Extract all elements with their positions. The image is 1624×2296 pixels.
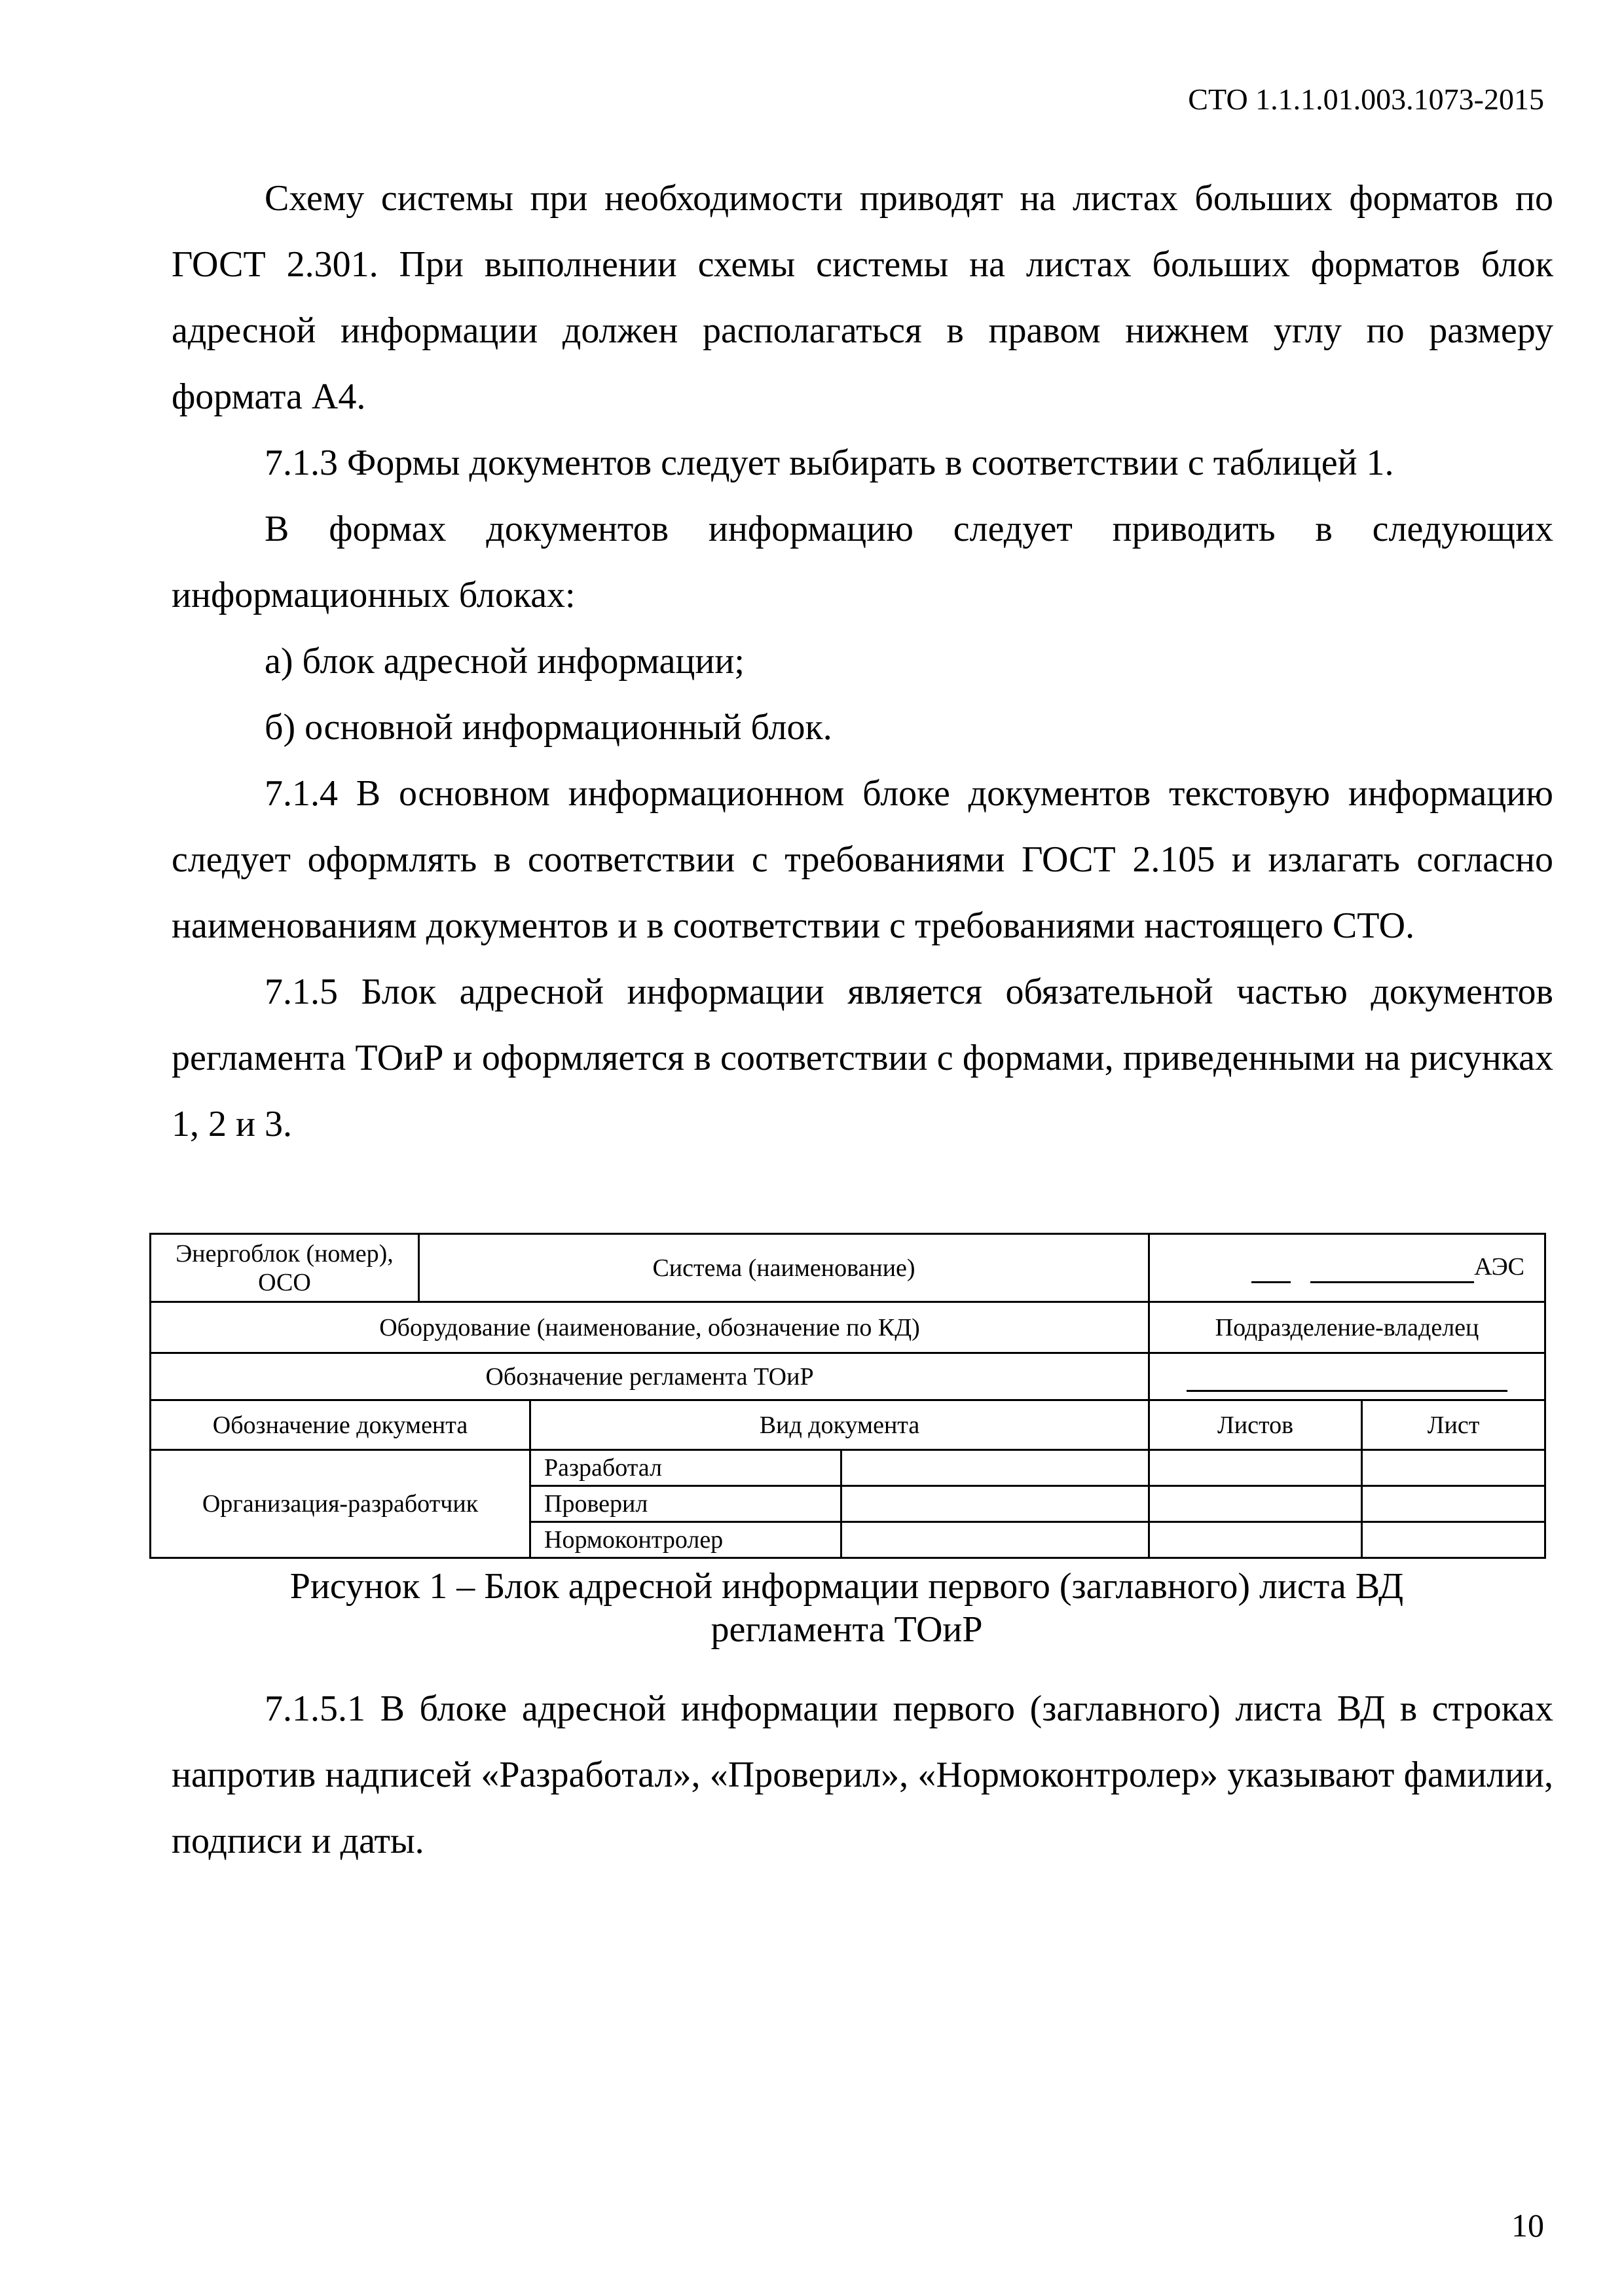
caption-line-2: регламента ТОиР — [710, 1609, 983, 1650]
equipment-cell: Оборудование (наименование, обозначение по КД) — [151, 1302, 1149, 1353]
owner-division-cell: Подразделение-владелец — [1149, 1302, 1545, 1353]
main-text — [172, 166, 1553, 1157]
npp-cell — [1149, 1234, 1545, 1302]
checked-value — [841, 1486, 1149, 1522]
checked-sheets-total — [1149, 1486, 1362, 1522]
caption-line-1: Рисунок 1 – Блок адресной информации первого (заглавного) листа ВД — [289, 1566, 1404, 1607]
paragraph-7-1-4: 7.1.4 В основном информационном блоке документов текстовую информацию следует оформлять в соответствии с требованиями ГОСТ 2.105 и излагать согласно наименованиям документов и в соответствии с требованиями настоящего СТО. — [172, 773, 1553, 946]
regulation-designation-cell: Обозначение регламента ТОиР — [151, 1353, 1149, 1400]
list-item-a: а) блок адресной информации; — [265, 641, 745, 682]
norm-control-value — [841, 1522, 1149, 1558]
doc-type-cell: Вид документа — [530, 1400, 1149, 1450]
paragraph-7-1-3: 7.1.3 Формы документов следует выбирать в соответствии с таблицей 1. — [265, 443, 1394, 483]
sheet-cell: Лист — [1362, 1400, 1545, 1450]
npp-blank-long — [1310, 1252, 1474, 1283]
npp-blank-short — [1251, 1252, 1291, 1283]
checked-label: Проверил — [530, 1486, 841, 1522]
paragraph-info-blocks: В формах документов информацию следует приводить в следующих информационных блоках: — [172, 509, 1553, 615]
checked-sheet — [1362, 1486, 1545, 1522]
unit-cell: Энергоблок (номер), ОСО — [151, 1234, 419, 1302]
developed-sheet — [1362, 1450, 1545, 1486]
paragraph-7-1-5-1: 7.1.5.1 В блоке адресной информации первого (заглавного) листа ВД в строках напротив надписей «Разработал», «Проверил», «Нормоконтролер» указывают фамилии, подписи и даты. — [172, 1688, 1553, 1861]
figure-caption — [149, 1565, 1544, 1651]
document-code: СТО 1.1.1.01.003.1073-2015 — [1188, 82, 1544, 116]
paragraph-scheme: Схему системы при необходимости приводят на листах больших форматов по ГОСТ 2.301. При выполнении схемы системы на листах больших форматов блок адресной информации должен располагаться в правом нижнем углу по размеру формата А4. — [172, 178, 1553, 417]
system-cell: Система (наименование) — [419, 1234, 1149, 1302]
owner-division-blank — [1187, 1361, 1507, 1392]
sheets-total-cell: Листов — [1149, 1400, 1362, 1450]
npp-label: АЭС — [1474, 1253, 1525, 1281]
owner-division-blank-cell — [1149, 1353, 1545, 1400]
list-item-b: б) основной информационный блок. — [265, 707, 832, 748]
doc-designation-cell: Обозначение документа — [151, 1400, 530, 1450]
paragraph-7-1-5: 7.1.5 Блок адресной информации является обязательной частью документов регламента ТОиР и оформляется в соответствии с формами, приведенными на рисунках 1, 2 и 3. — [172, 972, 1553, 1144]
norm-control-sheet — [1362, 1522, 1545, 1558]
address-info-table — [149, 1233, 1546, 1559]
norm-control-label: Нормоконтролер — [530, 1522, 841, 1558]
page-number: 10 — [1511, 2207, 1544, 2244]
after-figure-text — [172, 1676, 1553, 1874]
norm-control-sheets-total — [1149, 1522, 1362, 1558]
address-info-block-figure — [149, 1233, 1544, 1559]
developed-sheets-total — [1149, 1450, 1362, 1486]
developed-value — [841, 1450, 1149, 1486]
developer-org-cell: Организация-разработчик — [151, 1450, 530, 1558]
developed-label: Разработал — [530, 1450, 841, 1486]
